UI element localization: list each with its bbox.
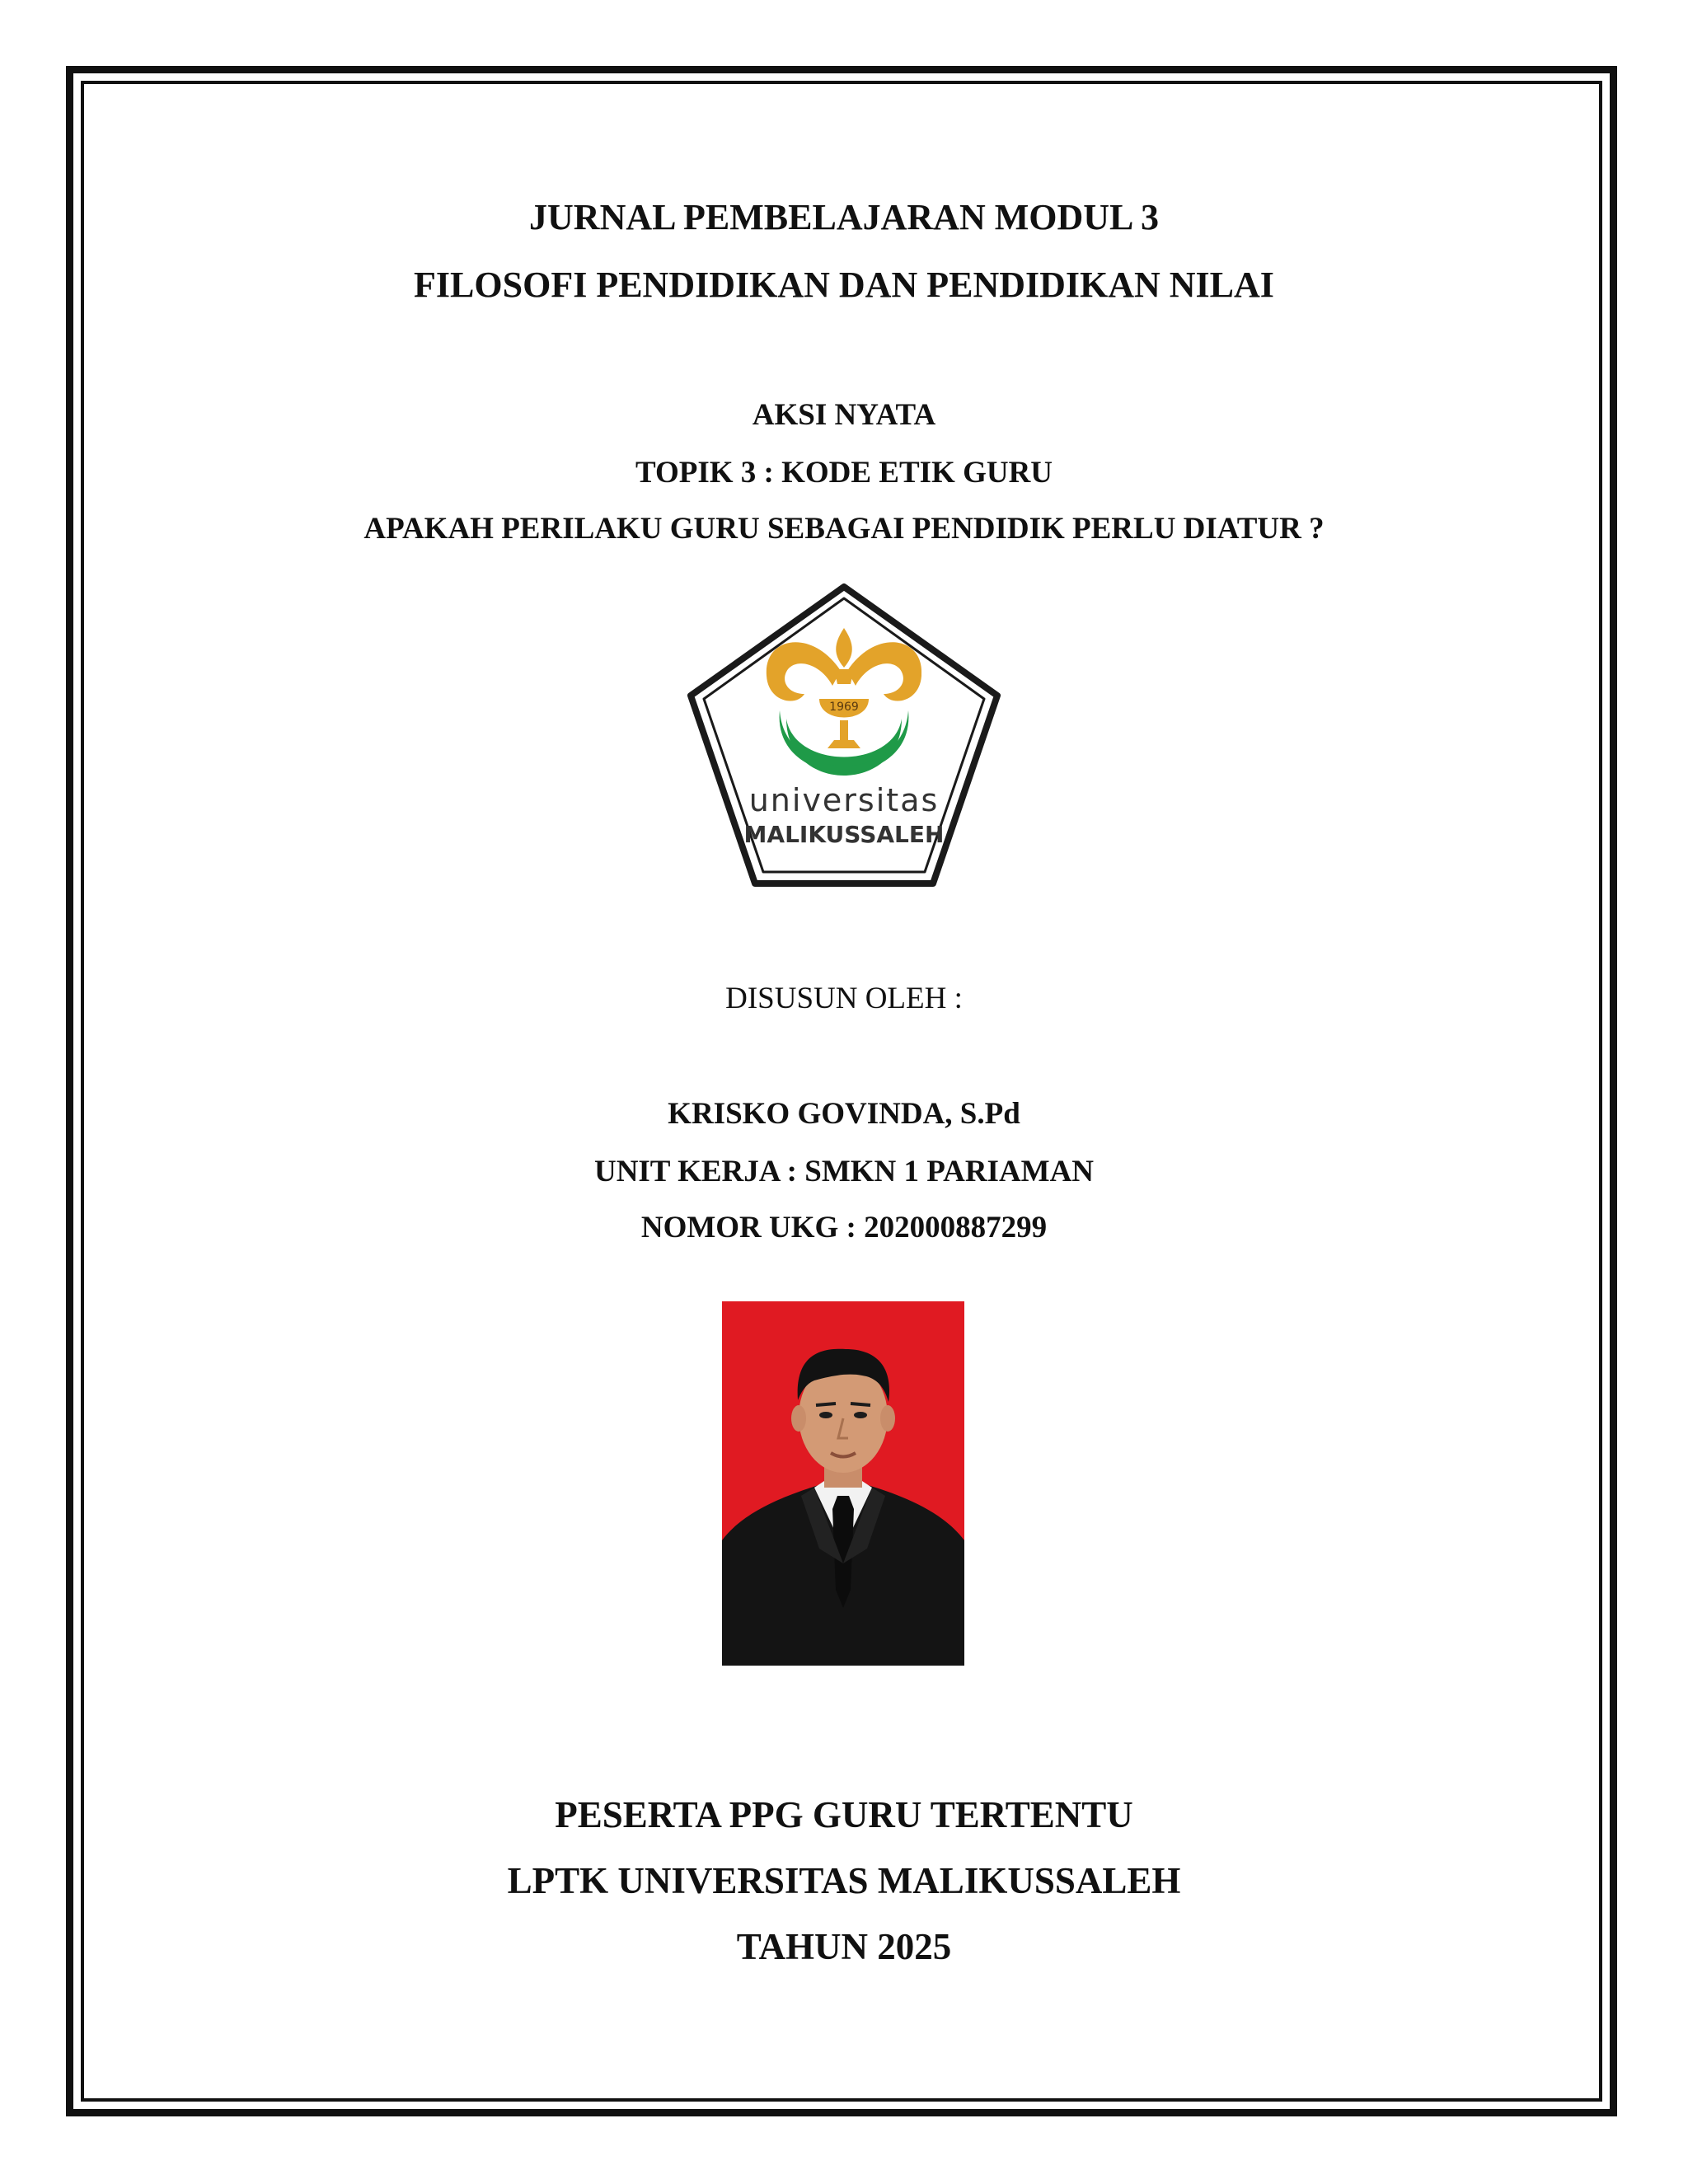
author-portrait-image (722, 1301, 964, 1666)
author-photo (722, 1301, 964, 1666)
author-ukg: NOMOR UKG : 202000887299 (640, 1211, 1048, 1244)
logo-seal-text: 1969 (829, 701, 859, 714)
logo-text-malikussaleh: MALIKUSSALEH (743, 821, 945, 848)
footer-line-1: PESERTA PPG GURU TERTENTU (555, 1794, 1133, 1835)
footer-line-3: TAHUN 2025 (736, 1926, 952, 1967)
title-line-2: FILOSOFI PENDIDIKAN DAN PENDIDIKAN NILAI (414, 265, 1274, 305)
university-logo-icon (681, 579, 1007, 895)
author-unit: UNIT KERJA : SMKN 1 PARIAMAN (593, 1155, 1095, 1188)
logo-text-universitas: universitas (748, 782, 940, 818)
footer-line-2: LPTK UNIVERSITAS MALIKUSSALEH (507, 1860, 1181, 1901)
title-line-1: JURNAL PEMBELAJARAN MODUL 3 (529, 197, 1159, 237)
author-name: KRISKO GOVINDA, S.Pd (668, 1097, 1020, 1131)
subtitle-question: APAKAH PERILAKU GURU SEBAGAI PENDIDIK PERLU DIATUR ? (363, 512, 1325, 546)
subtitle-aksi-nyata: AKSI NYATA (752, 398, 936, 432)
author-label: DISUSUN OLEH : (725, 982, 963, 1015)
subtitle-topic: TOPIK 3 : KODE ETIK GURU (635, 456, 1053, 490)
university-logo (681, 579, 1007, 895)
